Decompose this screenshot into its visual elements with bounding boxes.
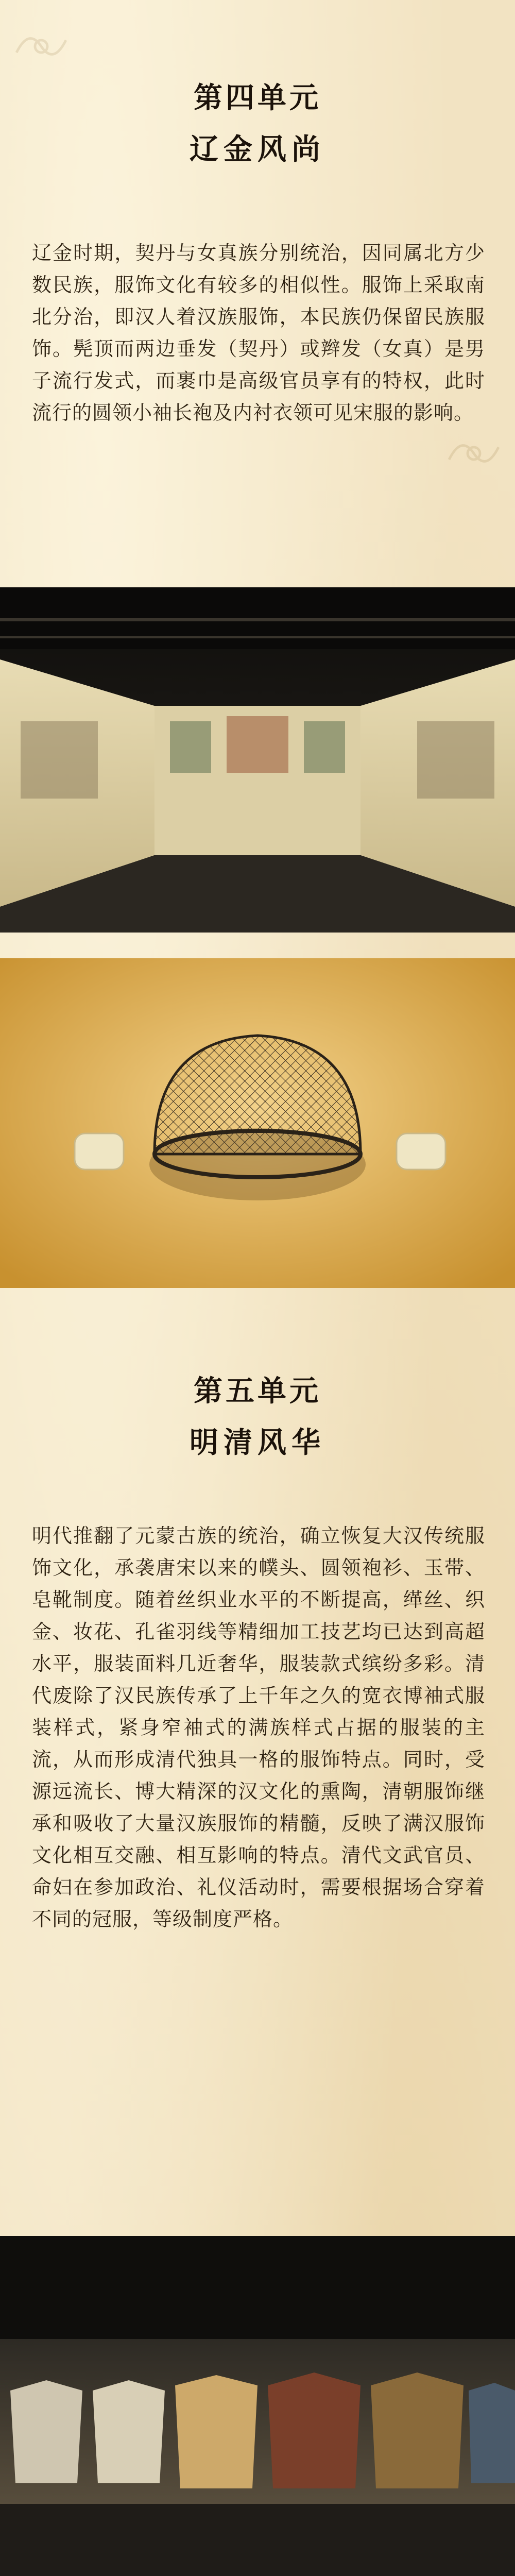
cloud-ornament-icon [10, 15, 72, 77]
chapter5-title-line1: 第五单元 [194, 1374, 321, 1408]
costume-hall-image [0, 2236, 515, 2576]
chapter5-body: 明代推翻了元蒙古族的统治，确立恢复大汉传统服饰文化，承袭唐宋以来的幞头、圆领袍衫、玉带、皂靴制度。随着丝织业水平的不断提高，缂丝、织金、妆花、孔雀羽线等精细加工技艺均已达到高超水平，服装面料几近奢华，服装款式缤纷多彩。清代废除了汉民族传承了上千年之久的宽衣博袖式服装样式，紧身窄袖式的满族样式占据的服装的主流，从而形成清代独具一格的服饰特点。同时，受源远流长、博大精深的汉文化的熏陶，清朝服饰继承和吸收了大量汉族服饰的精髓，反映了满汉服饰文化相互交融、相互影响的特点。清代文武官员、命妇在参加政治、礼仪活动时，需要根据场合穿着不同的冠服，等级制度严格。 [32, 1524, 485, 1930]
chapter4-heading [0, 77, 515, 170]
cloud-ornament-icon [443, 422, 505, 484]
photo-exhibition-hall-costumes [0, 2236, 515, 2576]
woven-hat-image [0, 958, 515, 1288]
chapter4-body: 辽金时期，契丹与女真族分别统治，因同属北方少数民族，服饰文化有较多的相似性。服饰上采取南北分治，即汉人着汉族服饰，本民族仍保留民族服饰。髡顶而两边垂发（契丹）或辫发（女真）是男子流行发式，而裹巾是高级官员享有的特权，此时流行的圆领小袖长袍及内衬衣领可见宋服的影响。 [32, 242, 485, 424]
chapter4-title-line1: 第四单元 [194, 81, 321, 115]
photo-woven-hat-and-jade [0, 958, 515, 1288]
exhibition-hall-image [0, 587, 515, 933]
chapter5-title-line2: 明清风华 [190, 1426, 325, 1460]
chapter4-title-line2: 辽金风尚 [190, 132, 325, 166]
photo-exhibition-hall-liao-jin [0, 587, 515, 933]
chapter5-heading [0, 1370, 515, 1463]
